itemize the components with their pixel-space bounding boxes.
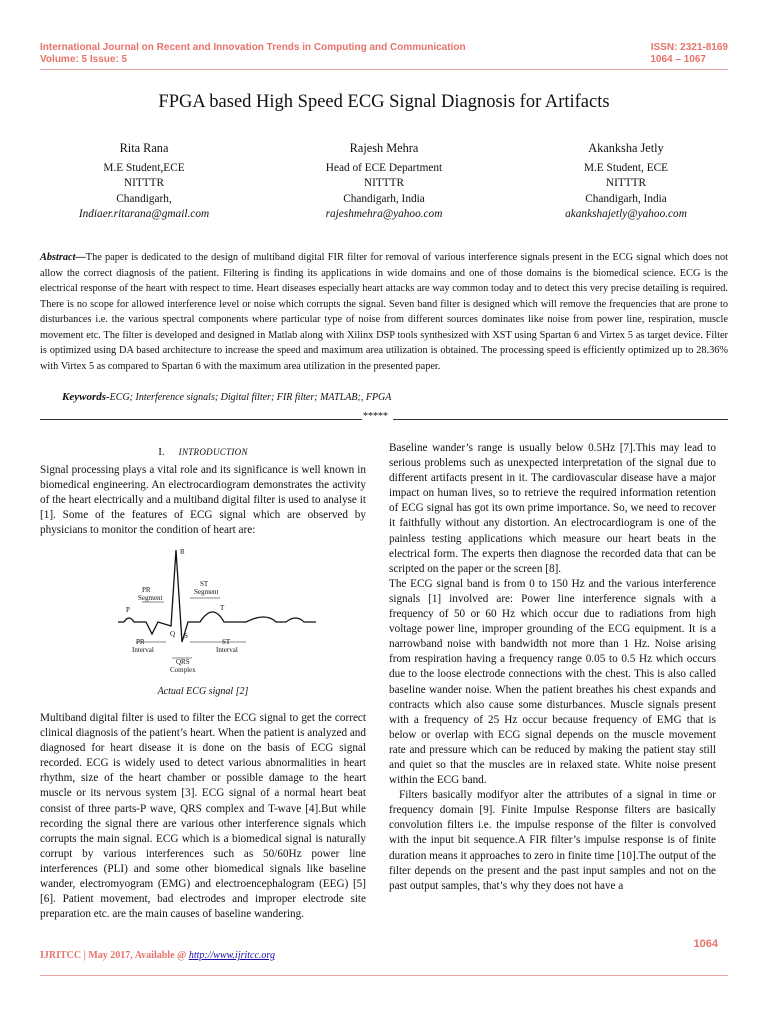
author-role: M.E Student, ECE — [583, 161, 669, 174]
separator-line — [40, 419, 362, 420]
label-pr-interval: PR Interval — [132, 638, 154, 654]
footer-rule — [40, 975, 728, 976]
section-title: INTRODUCTION — [178, 447, 248, 457]
label-pr-segment: PR Segment — [138, 586, 163, 602]
journal-name: International Journal on Recent and Innovation Trends in Computing and Communication — [40, 42, 466, 53]
author-org: NITTTR — [123, 177, 165, 190]
left-column — [40, 463, 366, 538]
author-role: M.E Student,ECE — [103, 161, 185, 174]
label-st-interval: ST Interval — [216, 638, 238, 654]
footer — [40, 950, 275, 961]
separator — [40, 409, 728, 425]
label-r: R — [180, 548, 185, 556]
author-email[interactable]: akankshajetly@yahoo.com — [565, 208, 687, 221]
paragraph: Baseline wander’s range is usually below 0.5Hz [7].This may lead to serious problems such as unexpected interpretation of the signal due to different artifacts present in it. The cardiovascular disease have a major impact on human lives, so to retrieve the required information retention of ECG signal has got its own prime importance. So, we need to recover it faithfully without any distortion. An electrocardiogram is one of the painless testing applications which measure our heart beats in the electrical form. The experts then diagnose the recorded data that can be scripted on the paper or the screen [8]. — [389, 442, 716, 575]
author-name: Rajesh Mehra — [349, 141, 419, 155]
label-p: P — [126, 606, 130, 614]
keywords — [62, 391, 391, 403]
author-block — [39, 141, 249, 223]
label-s: S — [184, 632, 188, 640]
paragraph: Multiband digital filter is used to filter the ECG signal to get the correct clinical diagnosis of the patient’s heart. When the patient is analyzed and diagnosed for heart disease it is done on the basis of ECG signal recorded. ECG is widely used to detect various abnormalities in heart rhythm, size of the heart chamber or possible damage to the heart muscle or its nervous system [3]. ECG signal of a normal heart beat consist of three parts-P wave, QRS complex and T-wave [4].But while recording the signal there are various other interference signals which corrupts the main signal. ECG which is a biomedical signal is naturally corrupt by various interferences such as 50/60Hz power line interferences (PLI) and some other biomedical signals like baseline wander, electromyogram (EMG) and electroencephalogram (EEG) [5] [6]. Patient movement, bad electrodes and improper electrode site preparation etc. are the main causes of baseline wandering. — [40, 712, 366, 921]
author-role: Head of ECE Department — [325, 161, 443, 174]
author-email[interactable]: Indiaer.ritarana@gmail.com — [78, 208, 210, 221]
author-place: Chandigarh, India — [585, 192, 667, 205]
author-place: Chandigarh, India — [343, 192, 425, 205]
author-email[interactable]: rajeshmehra@yahoo.com — [325, 208, 443, 221]
label-q: Q — [170, 630, 176, 638]
abstract-text: The paper is dedicated to the design of multiband digital FIR filter for removal of various interference signals present in the ECG signal which does not allow the correct diagnosis of the patient. Filtering is finding its applications in wide domains and one of those domains is the biomedical science. ECG is the electrical response of the heart with respect to time. Heart diseases especially heart attacks are way common today and to detect this very precise detailing is required. There is no scope for allowed interference level or noise which corrupts the signal. Seven band filter is designed which will remove the frequencies that are prone to disturbances i.e. the various spectral components where particular type of noise from different sources dominates like noise from power line, respiration, muscle movement etc. The filter is developed and designed in Matlab along with Xilinx DSP tools synthesized with XST using Spartan 6 and Virtex 5 as target device. Filter is optimized using DA based architecture to increase the speed and maximum area utilization is obtained. The processing speed is efficiently optimized up to 28.36% with Virtex 5 as compared to Spartan 6 with the maximum area utilization in the presented paper. — [40, 252, 728, 372]
page-range: 1064 – 1067 — [650, 54, 706, 65]
author-block — [279, 141, 489, 223]
keywords-text: ECG; Interference signals; Digital filter; FIR filter; MATLAB;, FPGA — [109, 392, 392, 403]
right-column — [389, 441, 716, 894]
author-name: Akanksha Jetly — [588, 141, 664, 155]
label-t: T — [220, 604, 225, 612]
figure-caption: Actual ECG signal [2] — [157, 686, 249, 697]
label-st-segment: ST Segment — [194, 580, 219, 596]
author-place: Chandigarh, — [116, 192, 172, 205]
left-column-continued — [40, 711, 366, 922]
issn: ISSN: 2321-8169 — [650, 42, 728, 53]
paper-title: FPGA based High Speed ECG Signal Diagnosis for Artifacts — [158, 92, 610, 112]
page-number: 1064 — [693, 938, 718, 950]
abstract-label: Abstract— — [40, 252, 86, 263]
author-block — [521, 141, 731, 223]
author-name: Rita Rana — [119, 141, 169, 155]
author-org: NITTTR — [605, 177, 647, 190]
keywords-label: Keywords- — [62, 391, 110, 403]
paragraph: Filters basically modifyor alter the attributes of a signal in time or frequency domain [9]. Finite Impulse Response filters are basically convolution filters i.e. the impulse response of the filter is convolved with the input bit sequence.A FIR filter’s impulse response is of finite duration means it approaches to zero in finite time [10].The output of the filter depends on the present and the past input samples and not on the past output samples, that’s why they does not have a — [389, 789, 716, 892]
separator-stars: ***** — [363, 411, 388, 422]
section-number: I. — [158, 446, 165, 458]
paragraph: The ECG signal band is from 0 to 150 Hz and the various interference signals [1] involved are: Power line interference signals with a frequency of 50 or 60 Hz which occur due to radiations from high voltage power line, improper grounding of the ECG equipment. It is a narrowband noise with bandwidth not more than 1 Hz. Noise arising from respiration having a frequency range 0.05 to 0.5 Hz which occurs due to the loose electrode connections with the chest. This is also called baseline wander noise. When the patient breathes his chest expands and contracts which also cause some disturbances. Muscle signals present with a frequency of 25 Hz occur because frequency of EMG that is below or overlap with ECG signal depends on the muscle movement rate and pressure which can be reduced by making the patient stay still and quiet so that the muscles are in relaxed state. White noise present within the ECG band. — [389, 577, 716, 787]
header-rule — [40, 69, 728, 70]
volume-issue: Volume: 5 Issue: 5 — [40, 54, 128, 65]
footer-link[interactable]: http://www.ijritcc.org — [188, 950, 275, 961]
footer-text: IJRITCC | May 2017, Available @ — [40, 950, 189, 961]
label-qrs-complex: QRS Complex — [170, 658, 196, 674]
section-heading — [40, 446, 366, 458]
ecg-figure — [116, 546, 318, 678]
author-org: NITTTR — [363, 177, 405, 190]
abstract — [40, 250, 728, 374]
paragraph: Signal processing plays a vital role and its significance is well known in biomedical engineering. An electrocardiogram demonstrates the activity of the heart electrically and a multiband digital filter is used to analyse it [1]. Some of the features of ECG signal which are observed by physicians to monitor the condition of heart are: — [40, 464, 366, 537]
separator-line — [393, 419, 728, 420]
